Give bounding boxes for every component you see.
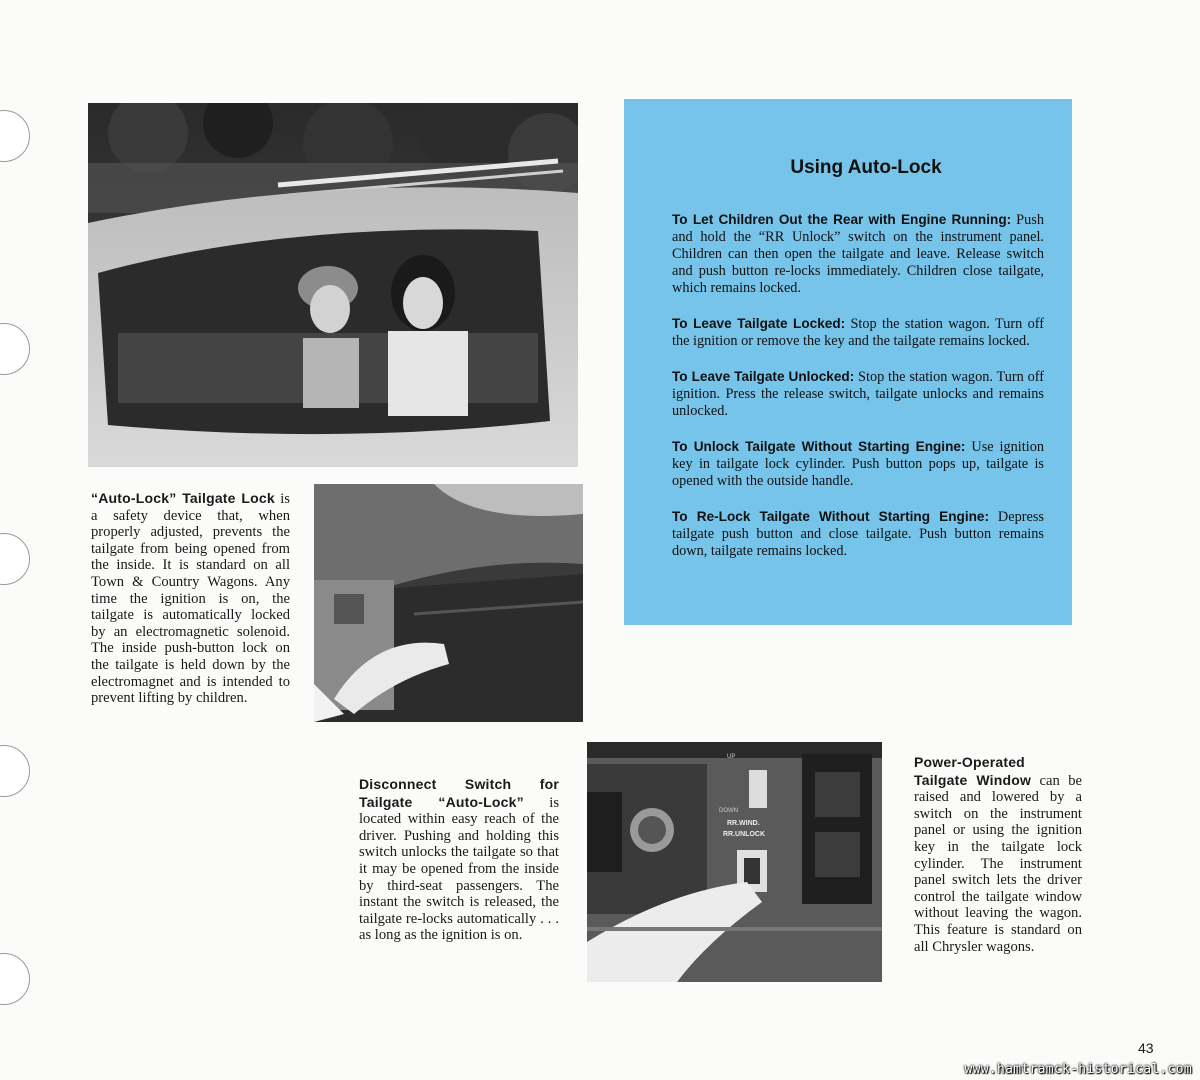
binder-hole-5 bbox=[0, 953, 30, 1005]
box-item-heading: To Unlock Tailgate Without Starting Engine: bbox=[672, 439, 966, 454]
box-item-heading: To Leave Tailgate Unlocked: bbox=[672, 369, 855, 384]
box-item bbox=[672, 508, 1044, 560]
disconnect-caption bbox=[359, 776, 559, 944]
switch-up-label: UP bbox=[727, 754, 736, 760]
disconnect-text: is located within easy reach of the driver. Pushing and holding this switch unlocks the tailgate so that it may be opened from the inside by third-seat passengers. The instant the switch is released, the tailgate re-locks automatically . . . as long as the ignition is on. bbox=[359, 794, 559, 944]
box-item-text: Stop the station wagon. Turn off ignition. Press the release switch, tailgate unlocks and remains unlocked. bbox=[672, 369, 1044, 419]
binder-hole-2 bbox=[0, 323, 30, 375]
disconnect-heading: Disconnect Switch for Tailgate “Auto-Lock” bbox=[359, 776, 559, 810]
box-item bbox=[672, 438, 1044, 490]
box-title: Using Auto-Lock bbox=[790, 157, 942, 178]
box-item-text: Push and hold the “RR Unlock” switch on the instrument panel. Children can then open the tailgate and leave. Release switch and push button re-locks immediately. Children close tailgate, which remains locked. bbox=[672, 212, 1044, 296]
tailgate-hand-photo bbox=[314, 484, 583, 722]
box-item-heading: To Re-Lock Tailgate Without Starting Engine: bbox=[672, 509, 989, 524]
watermark-url[interactable]: www.hamtramck-historical.com bbox=[964, 1062, 1192, 1077]
box-item bbox=[672, 315, 1044, 350]
switch-down-label: DOWN bbox=[719, 808, 738, 814]
page-number: 43 bbox=[1138, 1040, 1154, 1056]
power-window-heading: Power-Operated Tailgate Window bbox=[914, 754, 1032, 788]
binder-hole-1 bbox=[0, 110, 30, 162]
box-item-heading: To Leave Tailgate Locked: bbox=[672, 316, 846, 331]
power-window-text: can be raised and lowered by a switch on the instrument panel or using the ignition key in the tailgate lock cylinder. The instrument panel switch lets the driver control the tailgate window without leaving the wagon. This feature is standard on all Chrysler wagons. bbox=[914, 772, 1082, 955]
auto-lock-text: is a safety device that, when properly adjusted, prevents the tailgate from being opened from the inside. It is standard on all Town & Country Wagons. Any time the ignition is on, the tailgate is automatically locked by an electromagnetic solenoid. The inside push-button lock on the tailgate is held down by the electromagnet and is intended to prevent lifting by children. bbox=[91, 491, 290, 707]
wagon-window-photo bbox=[88, 103, 578, 467]
binder-hole-3 bbox=[0, 533, 30, 585]
box-item bbox=[672, 211, 1044, 297]
box-item bbox=[672, 368, 1044, 420]
switch-label-line1: RR.WIND. bbox=[727, 820, 760, 827]
box-item-heading: To Let Children Out the Rear with Engine Running: bbox=[672, 212, 1012, 227]
switch-panel-photo bbox=[587, 742, 882, 982]
auto-lock-heading: “Auto-Lock” Tailgate Lock bbox=[91, 490, 275, 506]
using-auto-lock-box bbox=[624, 99, 1072, 625]
box-item-text: Use ignition key in tailgate lock cylinder. Push button pops up, tailgate is opened with the outside handle. bbox=[672, 439, 1044, 489]
binder-hole-4 bbox=[0, 745, 30, 797]
box-item-text: Stop the station wagon. Turn off the ignition or remove the key and the tailgate remains locked. bbox=[672, 316, 1044, 349]
auto-lock-caption bbox=[91, 490, 290, 707]
switch-label-line2: RR.UNLOCK bbox=[723, 831, 765, 838]
power-window-caption bbox=[914, 754, 1082, 955]
box-item-text: Depress tailgate push button and close tailgate. Push button remains down, tailgate remains locked. bbox=[672, 509, 1044, 559]
